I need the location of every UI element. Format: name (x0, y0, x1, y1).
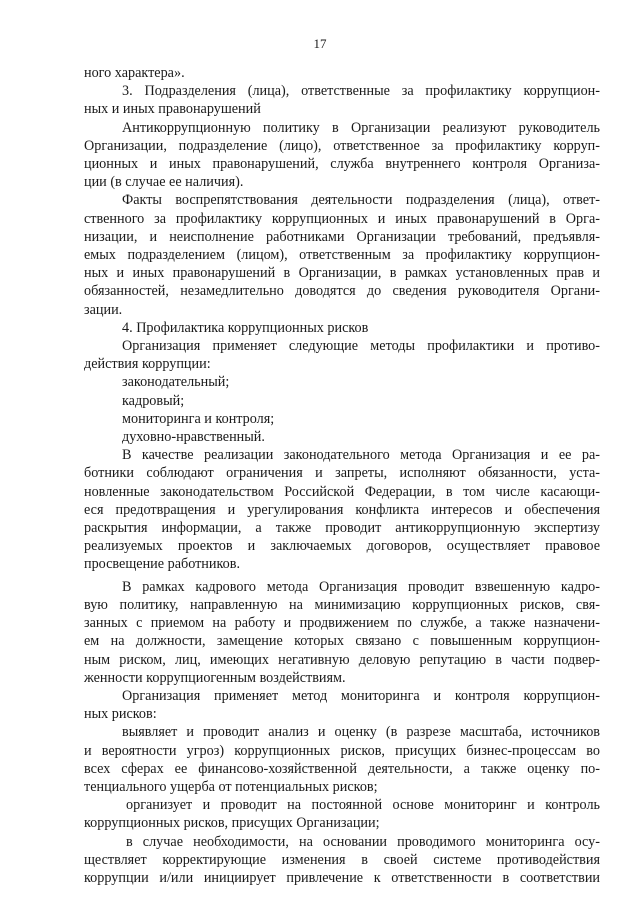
text-line: женности коррупциогенным воздействиям. (84, 669, 346, 686)
text-line: ных и иных правонарушений (84, 101, 261, 118)
text-line: тенциального ущерба от потенциальных рисков; (84, 778, 378, 795)
page-number: 17 (313, 36, 327, 51)
text-line: Организации, подразделение (лицо), ответственное за профилактику корруп- (84, 137, 600, 154)
text-line: В качестве реализации законодательного метода Организация и ее ра- (122, 447, 600, 464)
text-line: кадровый; (122, 392, 185, 409)
text-line: и вероятности угроз) коррупционных рисков, присущих бизнес-процессам во (84, 742, 600, 759)
text-line: духовно-нравственный. (122, 429, 265, 446)
text-line: ных рисков: (84, 706, 157, 723)
text-line: просвещение работников. (84, 556, 241, 573)
text-line: емых подразделением (лицом), ответственным за профилактику коррупцион- (84, 247, 600, 264)
text-line: раскрытия информации, а также проводит антикоррупционную экспертизу (84, 520, 600, 537)
text-line: ционных и иных правонарушений, служба внутреннего контроля Организа- (84, 156, 600, 173)
text-line: Организация применяет метод мониторинга и контроля коррупцион- (122, 687, 600, 704)
text-line: законодательный; (122, 374, 230, 391)
text-line: еся предотвращения и урегулирования конфликта интересов и обеспечения (84, 501, 600, 518)
text-line: ным риском, лиц, имеющих негативную деловую репутацию в части подвер- (84, 651, 600, 668)
text-line: в случае необходимости, на основании проводимого мониторинга осу- (126, 833, 600, 850)
text-line: всех сферах ее финансово-хозяйственной деятельности, а также оценку по- (84, 760, 600, 777)
text-line: В рамках кадрового метода Организация проводит взвешенную кадро- (122, 578, 600, 595)
text-line: занных с приемом на работу и продвижением по службе, а также назначени- (84, 615, 600, 632)
text-line: ботники соблюдают ограничения и запреты, исполняют обязанности, уста- (84, 465, 600, 482)
text-line: Факты воспрепятствования деятельности подразделения (лица), ответ- (122, 192, 600, 209)
text-line: организует и проводит на постоянной основе мониторинг и контроль (126, 797, 600, 814)
text-line: ных и иных правонарушений в Организации, в рамках установленных прав и (84, 265, 600, 282)
text-line: ем на должности, замещение которых связано с повышенным коррупцион- (84, 633, 600, 650)
text-line: Организация применяет следующие методы профилактики и противо- (122, 338, 600, 355)
text-line: коррупции и/или инициирует привлечение к ответственности в соответствии (84, 869, 600, 886)
text-line: 3. Подразделения (лица), ответственные за профилактику коррупцион- (122, 83, 600, 100)
text-line: Антикоррупционную политику в Организации реализуют руководитель (122, 119, 600, 136)
text-line: действия коррупции: (84, 356, 211, 373)
text-line: ного характера». (84, 65, 185, 81)
text-line: ции (в случае ее наличия). (84, 174, 244, 191)
text-line: реализуемых проектов и заключаемых договоров, осуществляет правовое (84, 538, 600, 555)
text-line: обязанностей, незамедлительно доводятся до сведения руководителя Органи- (84, 283, 600, 300)
text-line: зации. (84, 301, 123, 318)
text-line: низации, и неисполнение работниками Организации требований, предъявля- (84, 228, 600, 245)
text-line: 4. Профилактика коррупционных рисков (122, 319, 369, 336)
text-line: вую политику, направленную на минимизацию коррупционных рисков, свя- (84, 596, 600, 613)
text-line: ществляет корректирующие изменения в своей системе противодействия (84, 851, 600, 868)
text-line: новленные законодательством Российской Федерации, в том числе касающи- (84, 483, 600, 500)
text-line: выявляет и проводит анализ и оценку (в разрезе масштаба, источников (122, 724, 600, 741)
text-line: ственного за профилактику коррупционных и иных правонарушений в Орга- (84, 210, 600, 227)
text-line: коррупционных рисков, присущих Организации; (84, 815, 380, 832)
document-body (84, 64, 600, 887)
text-line: мониторинга и контроля; (122, 410, 275, 427)
